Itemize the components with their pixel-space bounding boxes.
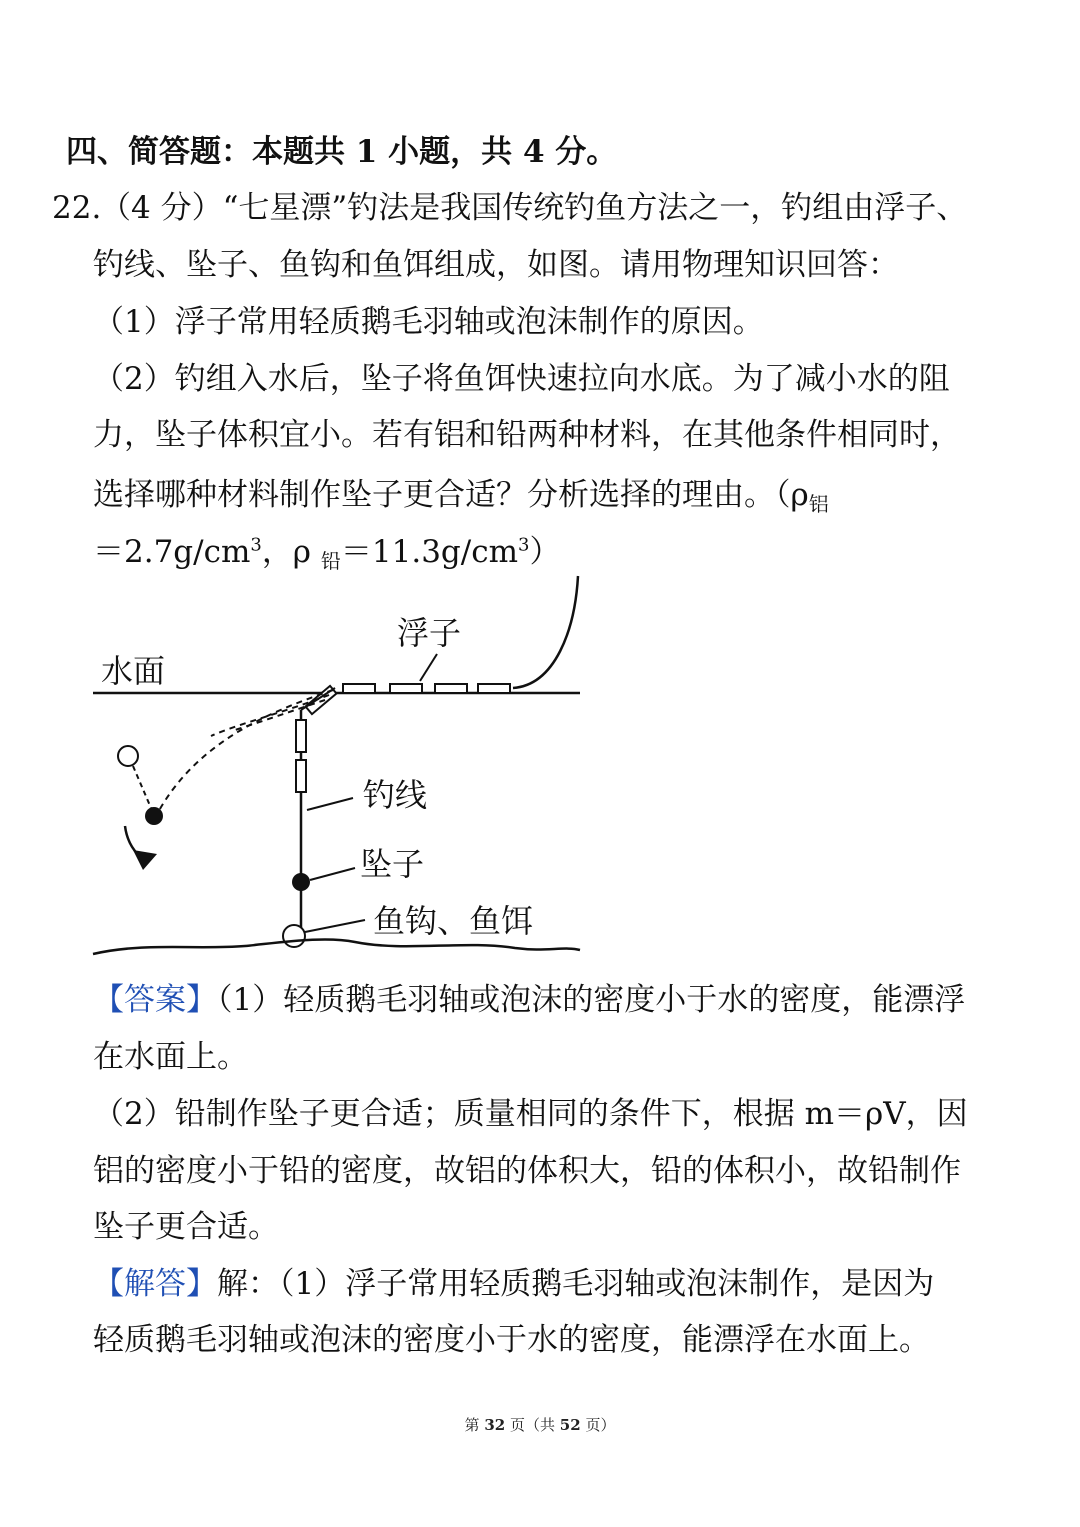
falling-sinker bbox=[145, 807, 163, 825]
solution-text-1: 解：（1）浮子常用轻质鹅毛羽轴或泡沫制作，是因为 bbox=[217, 1266, 935, 1302]
density-separator: ，ρ bbox=[261, 534, 321, 570]
question-line-2: 钓线、坠子、鱼钩和鱼饵组成，如图。请用物理知识回答： bbox=[93, 247, 899, 283]
density-close: ） bbox=[529, 534, 561, 570]
answer-line-5: 坠子更合适。 bbox=[93, 1209, 279, 1245]
question-line-1: （4 分）“七星漂”钓法是我国传统钓鱼方法之一，钓组由浮子、 bbox=[100, 190, 968, 226]
answer-tag: 【答案】 bbox=[93, 982, 217, 1018]
cube-superscript-1: 3 bbox=[250, 534, 262, 556]
density-aluminum: ＝2.7g/cm bbox=[93, 534, 251, 570]
answer-line-1 bbox=[93, 980, 965, 1020]
motion-arrowhead bbox=[133, 850, 157, 870]
solution-tag: 【解答】 bbox=[93, 1266, 217, 1302]
hook-label-pointer bbox=[305, 920, 365, 932]
question-part-2-line-3 bbox=[93, 475, 829, 515]
footer-page-number: 32 bbox=[484, 1416, 506, 1434]
page-footer bbox=[0, 1414, 1080, 1435]
footer-total-pages: 52 bbox=[559, 1416, 581, 1434]
density-line bbox=[93, 532, 560, 572]
label-float: 浮子 bbox=[397, 614, 462, 652]
cube-superscript-2: 3 bbox=[517, 534, 530, 556]
fall-path bbox=[133, 766, 151, 808]
answer-line-2: 在水面上。 bbox=[93, 1039, 248, 1075]
fishing-rig-figure bbox=[85, 570, 590, 970]
label-hook-bait: 鱼钩、鱼饵 bbox=[373, 902, 534, 940]
label-water-surface: 水面 bbox=[101, 652, 166, 690]
float-label-pointer bbox=[420, 654, 437, 681]
solution-line-1 bbox=[93, 1264, 934, 1304]
label-sinker: 坠子 bbox=[360, 845, 425, 883]
solution-line-2: 轻质鹅毛羽轴或泡沫的密度小于水的密度，能漂浮在水面上。 bbox=[93, 1322, 930, 1358]
footer-mid: 页（共 bbox=[509, 1416, 555, 1434]
question-part-1: （1）浮子常用轻质鹅毛羽轴或泡沫制作的原因。 bbox=[93, 304, 764, 340]
sinker bbox=[292, 873, 310, 891]
throw-trajectory-1 bbox=[155, 690, 333, 818]
label-fishing-line: 钓线 bbox=[363, 776, 428, 814]
river-bottom bbox=[93, 939, 580, 954]
answer-line-4: 铝的密度小于铅的密度，故铝的体积大，铅的体积小，故铅制作 bbox=[93, 1153, 961, 1189]
rod-line bbox=[513, 576, 578, 688]
question-part-2-line-3-text: 选择哪种材料制作坠子更合适？分析选择的理由。（ρ bbox=[93, 477, 809, 513]
float-1 bbox=[343, 684, 375, 693]
answer-text-1: （1）轻质鹅毛羽轴或泡沫的密度小于水的密度，能漂浮 bbox=[217, 982, 966, 1018]
float-4 bbox=[478, 684, 510, 693]
rho-lead-subscript: 铅 bbox=[320, 549, 341, 573]
float-2 bbox=[390, 684, 422, 693]
answer-line-3: （2）铅制作坠子更合适；质量相同的条件下，根据 m＝ρV，因 bbox=[93, 1096, 968, 1132]
start-ball bbox=[118, 746, 138, 766]
density-lead: ＝11.3g/cm bbox=[340, 534, 518, 570]
question-number: 22. bbox=[52, 190, 102, 226]
sinker-label-pointer bbox=[310, 868, 355, 880]
footer-prefix: 第 bbox=[464, 1416, 480, 1434]
submerged-float-1 bbox=[296, 720, 306, 752]
float-3 bbox=[435, 684, 467, 693]
section-heading: 四、简答题：本题共 1 小题，共 4 分。 bbox=[66, 134, 618, 170]
question-part-2-line-2: 力，坠子体积宜小。若有铝和铅两种材料，在其他条件相同时， bbox=[93, 417, 961, 453]
line-label-pointer bbox=[307, 798, 353, 810]
rho-aluminum-subscript: 铝 bbox=[808, 492, 829, 516]
hook-bait bbox=[283, 925, 305, 947]
submerged-float-2 bbox=[296, 760, 306, 792]
footer-suffix: 页） bbox=[585, 1416, 616, 1434]
question-part-2-line-1: （2）钓组入水后，坠子将鱼饵快速拉向水底。为了减小水的阻 bbox=[93, 361, 950, 397]
